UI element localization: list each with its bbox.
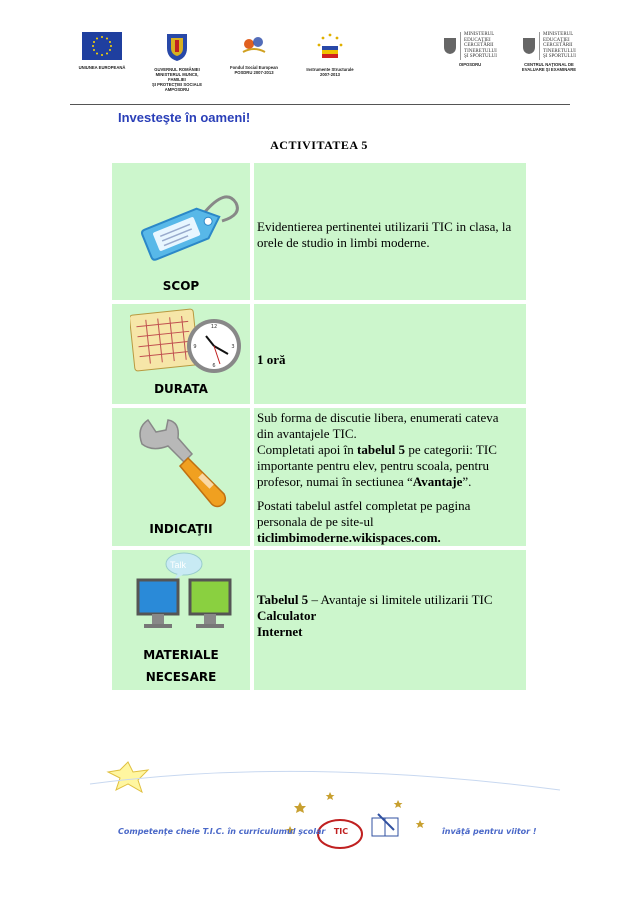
materiale-label-2: NECESARE [145,670,217,684]
svg-text:9: 9 [193,344,197,350]
tag-icon [134,181,244,271]
fse-caption: Fondul Social European POSDRU 2007-2013 [230,65,278,75]
svg-text:3: 3 [231,344,235,350]
oiposdru-caption: OIPOSDRU [458,61,482,67]
indicatii-paragraph-1: Sub forma de discutie libera, enumerati cateva din avantajele TIC. [257,410,499,441]
row-materiale [112,550,526,690]
indicatii-paragraph-2: Completati apoi în tabelul 5 pe categorii: TIC importante pentru elev, pentru scoala, pentru profesor, numai în sectiunea “Avantaje”. [257,442,497,489]
row-indicatii [112,408,526,546]
fse-logo [228,32,280,75]
ministry-mark-text: MINISTERUL EDUCAŢIEI CERCETĂRII TINERETULUI ŞI SPORTULUI [460,32,497,60]
footer-tic-logo-text: TIC [333,827,349,836]
materiale-label-1: MATERIALE [143,648,219,662]
header-divider [70,104,570,105]
svg-text:6: 6 [212,363,216,369]
durata-text: 1 oră [257,352,286,367]
structural-instruments-icon [314,32,346,62]
ministry-mark-text: MINISTERUL EDUCAŢIEI CERCETĂRII TINERETULUI ŞI SPORTULUI [539,32,576,60]
row-scop [112,163,526,300]
coat-of-arms-icon [165,32,189,62]
motto: Investeşte în oameni! [118,110,251,125]
header-logos [0,32,638,102]
ministry-crest-icon [522,37,536,55]
scop-text: Evidentierea pertinentei utilizarii TIC in clasa, la orele de studio in limbi moderne. [257,219,512,250]
svg-text:12: 12 [210,324,218,330]
footer-decoration [0,760,638,860]
footer-banner [0,760,638,860]
durata-label: DURATA [154,382,208,396]
calendar-clock-icon [130,306,248,376]
materiale-text [257,592,516,640]
indicatii-paragraph-3: Postati tabelul astfel completat pe pagina personala de pe site-ul ticlimbimoderne.wikispaces.com. [257,498,471,545]
fse-icon [239,32,269,60]
eu-flag-icon [82,32,122,60]
cnee-caption: CENTRUL NAŢIONAL DE EVALUARE ŞI EXAMINARE [521,61,577,72]
structural-instruments-caption: Instrumente Structurale 2007-2013 [306,67,354,77]
ministry-cnee-logo [508,32,590,72]
scop-label: SCOP [162,279,200,293]
materiale-line-2: Calculator [257,608,317,623]
footer-right-text: învăţă pentru viitor ! [442,827,537,836]
row-durata [112,304,526,404]
government-logo [148,32,206,92]
indicatii-text [257,410,516,546]
wrench-icon [132,414,236,514]
page-title: ACTIVITATEA 5 [270,138,368,152]
footer-left-text: Competenţe cheie T.I.C. în curriculumul şcolar [118,827,326,836]
materiale-line-3: Internet [257,624,303,639]
ministry-oiposdru-logo [430,32,510,67]
eu-flag-logo [78,32,126,70]
indicatii-label: INDICAŢII [149,522,213,536]
government-caption: GUVERNUL ROMÂNIEI MINISTERUL MUNCII, FAMILIEI ŞI PROTECŢIEI SOCIALE AMPOSDRU [151,67,203,92]
website-link[interactable]: ticlimbimoderne.wikispaces.com. [257,530,441,545]
materiale-line-1: Tabelul 5 – Avantaje si limitele utilizarii TIC [257,592,493,607]
talk-bubble-text: Talk [170,560,187,570]
eu-caption: UNIUNEA EUROPEANĂ [78,65,126,70]
ministry-crest-icon [443,37,457,55]
structural-instruments-logo [300,32,360,77]
